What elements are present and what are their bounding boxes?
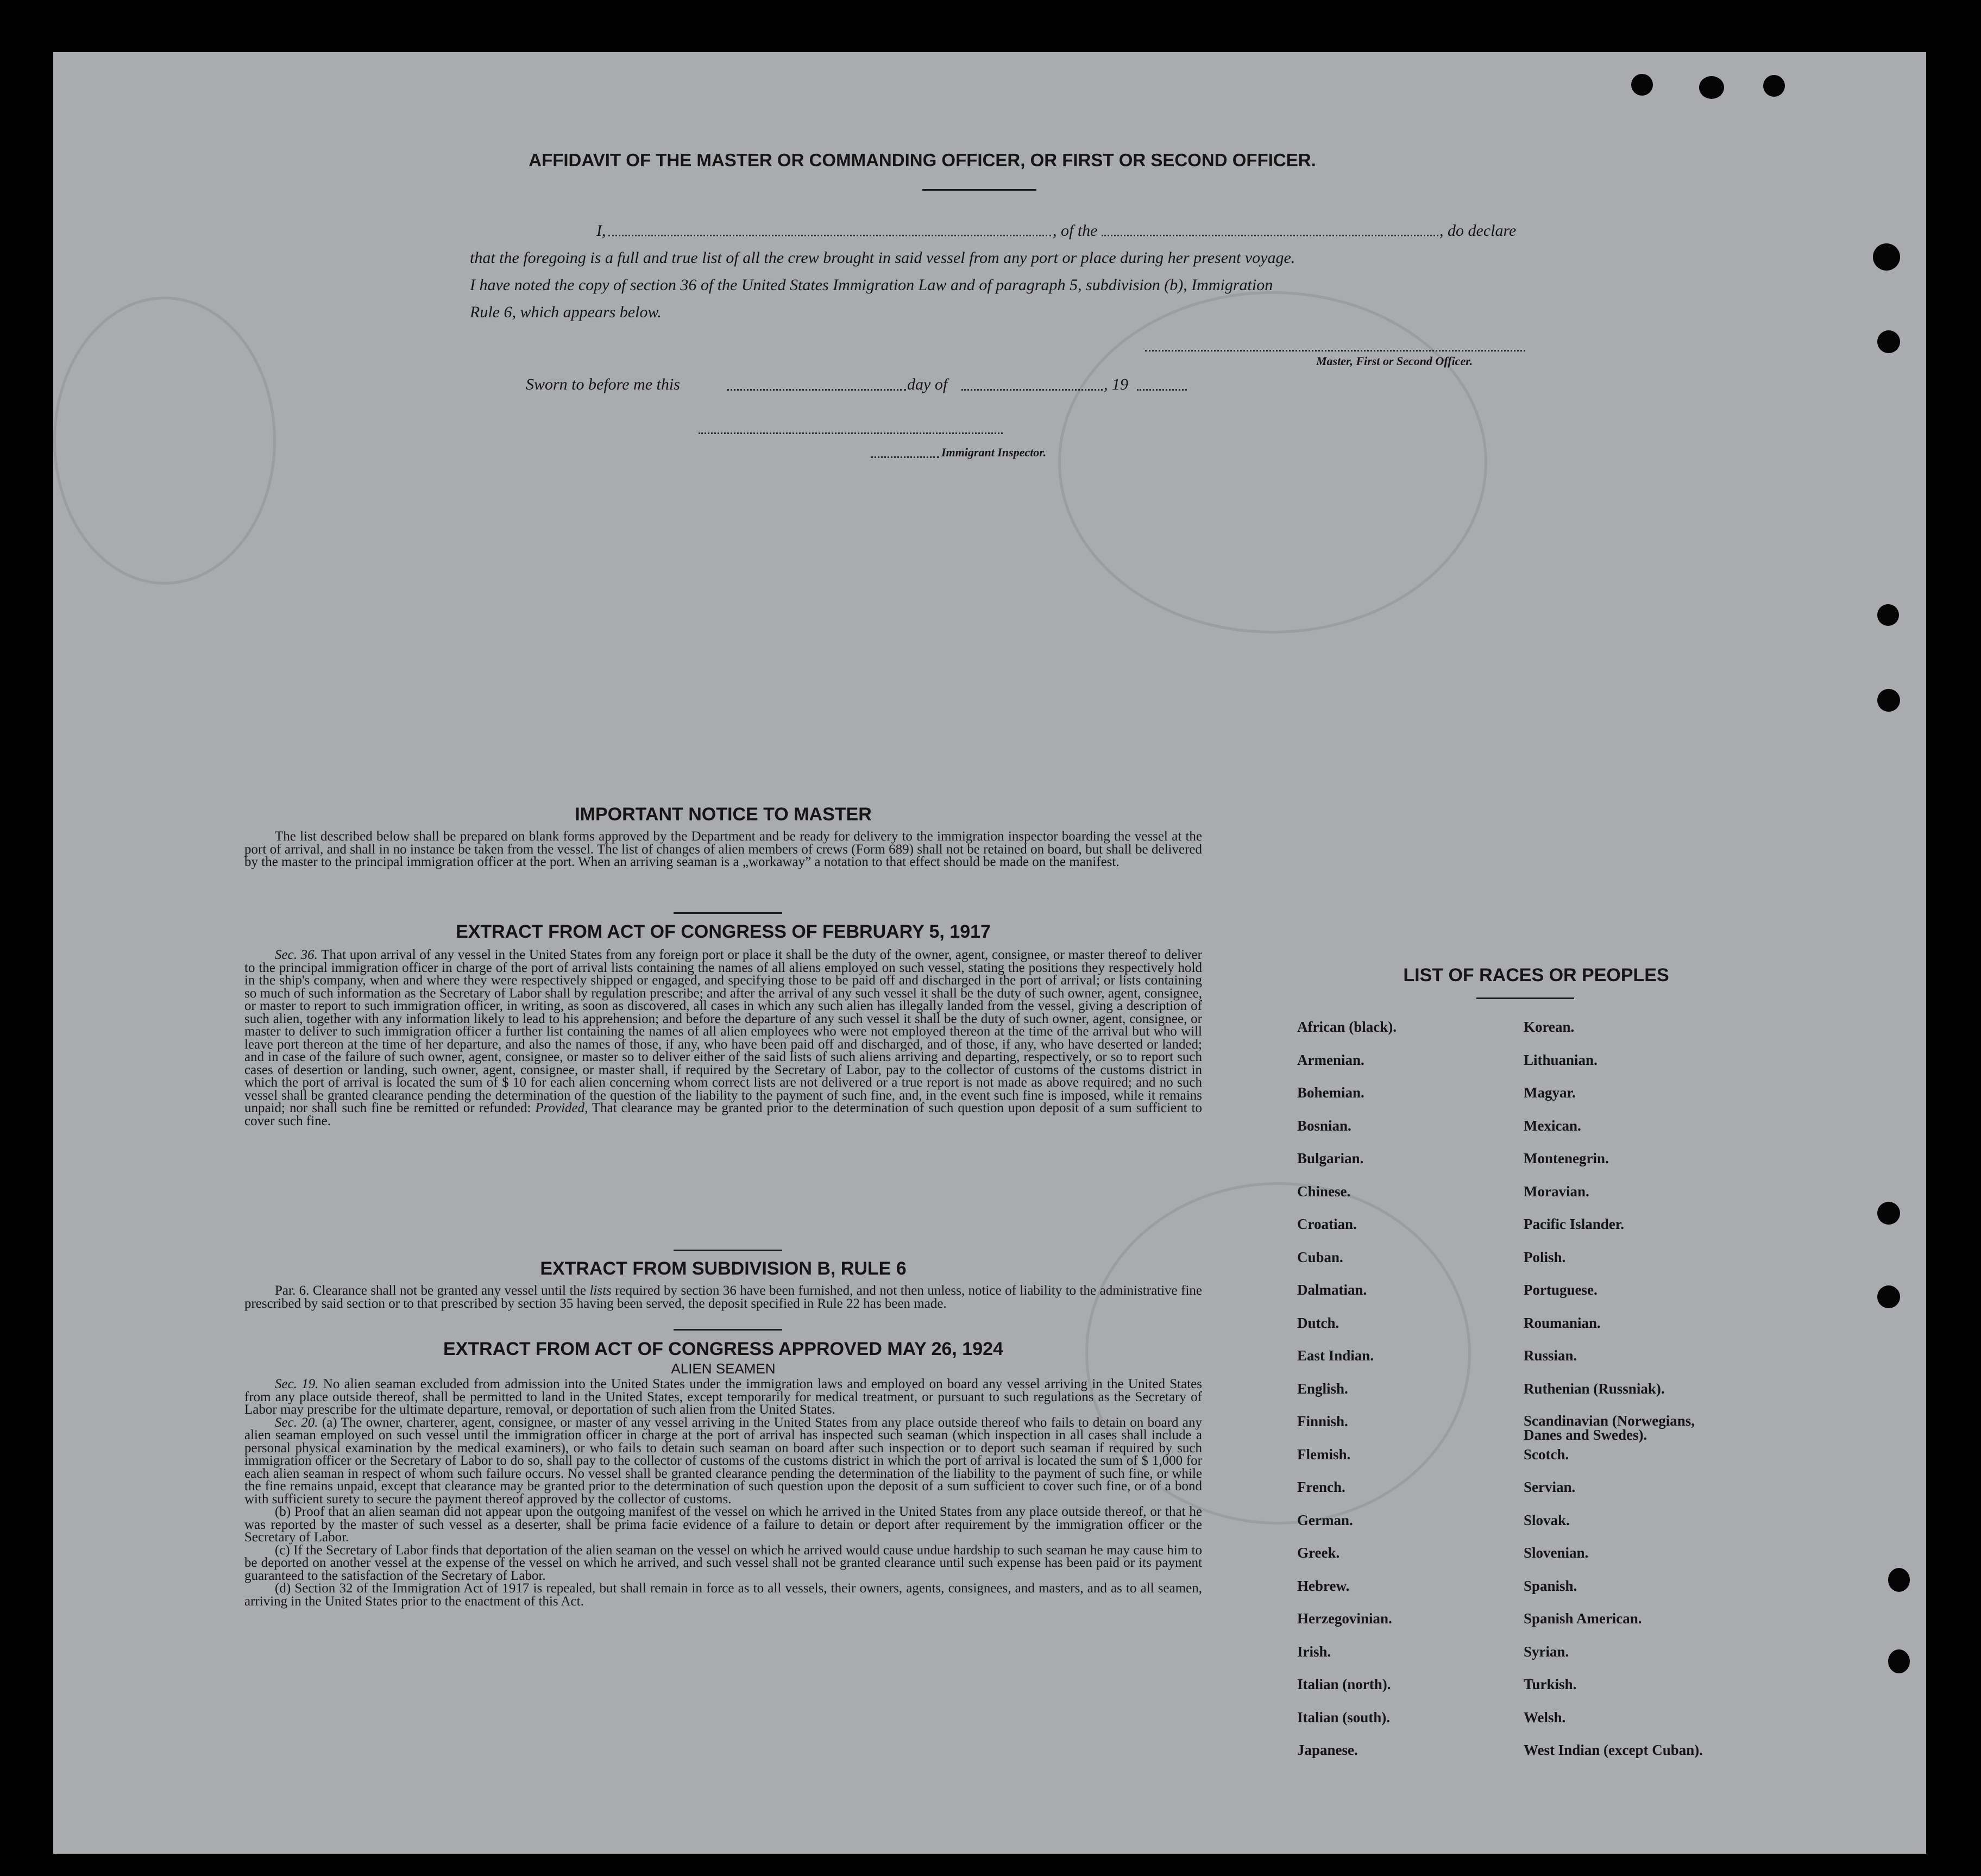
race-item: Bulgarian.	[1297, 1150, 1364, 1166]
race-item: Finnish.	[1297, 1413, 1348, 1429]
affidavit-declare-label: , do declare	[1439, 222, 1517, 240]
races-title: LIST OF RACES OR PEOPLES	[1403, 965, 1669, 986]
race-item: Armenian.	[1297, 1051, 1364, 1068]
punch-hole-icon	[1888, 1649, 1910, 1673]
race-item: Mexican.	[1524, 1117, 1581, 1134]
race-item: Herzegovinian.	[1297, 1610, 1392, 1627]
notice-body: The list described below shall be prepared on blank forms approved by the Department and be ready for delivery to the immigration inspector boarding the vessel at the port of arrival, and shall in no instance be taken from the vessel. The list of changes of alien members of crews (Form 689) shall not be retained on board, but shall be delivered by the master to the principal immigration officer at the port. When an arriving seaman is a „workaway” a notation to that effect should be made on the manifest.	[244, 829, 1202, 869]
punch-hole-icon	[1888, 1568, 1910, 1592]
race-item: French.	[1297, 1479, 1345, 1495]
punch-hole-icon	[1873, 243, 1900, 271]
race-item: Lithuanian.	[1524, 1051, 1598, 1068]
affidavit-line-4: Rule 6, which appears below.	[470, 303, 662, 321]
race-item: Korean.	[1524, 1019, 1575, 1035]
race-item: Slovenian.	[1524, 1545, 1589, 1561]
year-prefix-label: , 19	[1104, 375, 1128, 393]
provided-text: That clearance may be granted prior to the determination of such question upon deposit of a sum sufficient to cover such fine.	[244, 1101, 1202, 1128]
race-item: Magyar.	[1524, 1084, 1576, 1101]
race-item: Syrian.	[1524, 1643, 1569, 1660]
extract-1924-title: EXTRACT FROM ACT OF CONGRESS APPROVED MAY 26, 1924	[443, 1339, 1003, 1359]
punch-hole-icon	[1631, 74, 1653, 96]
race-item: Turkish.	[1524, 1676, 1577, 1692]
punch-hole-icon	[1763, 75, 1785, 97]
affidavit-of-the-label: , of the	[1053, 222, 1098, 240]
races-right-list	[1524, 1019, 1741, 1775]
day-of-label: day of	[907, 375, 948, 393]
notice-divider	[674, 912, 782, 914]
sec-20-label: Sec. 20.	[275, 1415, 318, 1430]
day-blank	[727, 389, 906, 391]
punch-hole-icon	[1877, 689, 1900, 712]
race-item: African (black).	[1297, 1019, 1397, 1035]
race-item: Scotch.	[1524, 1446, 1569, 1463]
sec-19-text: No alien seaman excluded from admission into the United States under the immigration laws and employed on board any vessel arriving in the United States from any place outside thereof, shall be permitted to land in the United States, except temporarily for medical treatment, or pursuant to such regulations as the Secretary of Labor may prescribe for the ultimate departure, removal, or deportation of such alien from the United States.	[244, 1377, 1202, 1417]
race-item: Chinese.	[1297, 1183, 1351, 1200]
inspector-signature-blank	[699, 432, 1003, 434]
sec-20d-paragraph: (d) Section 32 of the Immigration Act of 1917 is repealed, but shall remain in force as to all vessels, their owners, agents, consignees, and masters, and as to all seamen, arriving in the United States prior to the enactment of this Act.	[244, 1581, 1202, 1609]
extract-rule6-title: EXTRACT FROM SUBDIVISION B, RULE 6	[540, 1258, 907, 1279]
race-item: Bosnian.	[1297, 1117, 1351, 1134]
month-blank	[961, 389, 1103, 391]
sec-19-paragraph	[244, 1378, 1202, 1416]
race-item: Irish.	[1297, 1643, 1331, 1660]
inspector-label: Immigrant Inspector.	[941, 446, 1047, 459]
rule6-lists-word: lists	[589, 1283, 612, 1298]
extract-1924-body	[244, 1378, 1202, 1608]
signature-blank	[1145, 350, 1525, 352]
rule6-text-start: Par. 6. Clearance shall not be granted any vessel until the	[275, 1283, 586, 1298]
punch-hole-icon	[1877, 604, 1899, 626]
inspector-dots	[871, 456, 939, 458]
race-item: Polish.	[1524, 1248, 1566, 1265]
sec-36-label: Sec. 36.	[275, 948, 318, 962]
race-item: Pacific Islander.	[1524, 1216, 1624, 1232]
race-item: Montenegrin.	[1524, 1150, 1609, 1166]
race-item: Roumanian.	[1524, 1314, 1601, 1331]
sec-20b-paragraph: (b) Proof that an alien seaman did not appear upon the outgoing manifest of the vessel on which he arrived in the United States from any place outside thereof, or that he was reported by the master of such vessel as a deserter, shall be prima facie evidence of a failure to detain or deport after requirement by the immigration officer or the Secretary of Labor.	[244, 1504, 1202, 1545]
affidavit-i-label: I,	[596, 222, 606, 240]
punch-hole-icon	[1877, 330, 1900, 353]
extract-1917-divider	[674, 1250, 782, 1251]
sec-20a-text: (a) The owner, charterer, agent, consignee, or master of any vessel arriving in the United States from any place outside thereof who fails to detain on board any alien seaman employed on such vessel until the immigration officer in charge at the port of arrival has inspected such seaman (which inspection in all cases shall include a personal physical examination by the medical examiners), or who fails to detain such seaman on board after such inspection or to deport such seaman if required by such immigration officer or the Secretary of Labor to do so, shall pay to the collector of customs of the customs district in which the port of arrival is located the sum of $ 1,000 for each alien seaman in respect of whom such failure occurs. No vessel shall be granted clearance pending the determination of the liability to the payment of such fine, or while the fine remains unpaid, except that clearance may be granted prior to the determination of such question upon the deposit of a sum sufficient to cover such fine, or of a bond with sufficient surety to secure the payment thereof approved by the collector of customs.	[244, 1415, 1202, 1507]
race-item: Greek.	[1297, 1545, 1340, 1561]
sec-36-text: That upon arrival of any vessel in the United States from any foreign port or place it shall be the duty of the owner, agent, consignee, or master thereof to deliver to the principal immigration officer in charge of the port of arrival lists containing the names of all aliens employed on such vessel, stating the positions they respectively hold in the ship's company, when and where they were respectively shipped or engaged, and specifying those to be paid off and discharged in the port of arrival; or lists containing so much of such information as the Secretary of Labor shall by regulation prescribe; and after the arrival of any such vessel it shall be the duty of such owner, agent, consignee, or master to report to such immigration officer, in writing, as soon as discovered, all cases in which any such alien has illegally landed from the vessel, giving a description of such alien, together with any information likely to lead to his apprehension; and before the departure of any such vessel it shall be the duty of such owner, agent, consignee, or master to deliver to such immigration officer a further list containing the names of all alien employees who were not employed thereon at the time of the arrival but who will leave port thereon at the time of her departure, and also the names of those, if any, who have been paid off and discharged, and of those, if any, who have deserted or landed; and in case of the failure of such owner, agent, consignee, or master so to deliver either of the said lists of such aliens arriving and departing, respectively, or so to report such cases of desertion or landing, such owner, agent, consignee, or master shall, if required by the Secretary of Labor, pay to the collector of customs of the customs district in which the port of arrival is located the sum of $ 10 for each alien concerning whom correct lists are not delivered or a true report is not made as above required; and no such vessel shall be granted clearance pending the determination of the question of the liability to the payment of such fine, and, in the event such fine is imposed, while it remains unpaid; nor shall such fine be remitted or refunded:	[244, 948, 1202, 1115]
races-left-list	[1297, 1019, 1514, 1775]
stamp-mark-left	[53, 297, 276, 585]
year-blank	[1137, 389, 1187, 391]
affidavit-title: AFFIDAVIT OF THE MASTER OR COMMANDING OFFICER, OR FIRST OR SECOND OFFICER.	[529, 150, 1316, 170]
stamp-mark-top	[1058, 291, 1487, 633]
race-item: Japanese.	[1297, 1742, 1358, 1758]
race-item: East Indian.	[1297, 1347, 1374, 1364]
race-item: Russian.	[1524, 1347, 1577, 1364]
race-item: Welsh.	[1524, 1709, 1566, 1726]
race-item: Spanish American.	[1524, 1610, 1642, 1627]
race-item: Cuban.	[1297, 1248, 1343, 1265]
punch-hole-icon	[1699, 76, 1724, 99]
extract-rule6-body	[244, 1284, 1202, 1310]
affidavit-line-3: I have noted the copy of section 36 of the United States Immigration Law and of paragraph 5, subdivision (b), Immigration	[470, 276, 1273, 294]
sec-20c-paragraph: (c) If the Secretary of Labor finds that deportation of the alien seaman on the vessel on which he arrived would cause undue hardship to such seaman he may cause him to be deported on another vessel at the expense of the vessel on which he arrived, and such vessel shall not be granted clearance until such expense has been paid or its payment guaranteed to the satisfaction of the Secretary of Labor.	[244, 1542, 1202, 1583]
race-item: Moravian.	[1524, 1183, 1589, 1200]
extract-1924-subtitle: ALIEN SEAMEN	[671, 1360, 776, 1377]
race-item: Bohemian.	[1297, 1084, 1364, 1101]
rule6-text-end: required by section 36 have been furnished, and not then unless, notice of liability to the administrative fine prescribed by said section or to that prescribed by section 35 having been served, the deposit specified in Rule 22 has been made.	[244, 1283, 1203, 1311]
punch-hole-icon	[1877, 1285, 1900, 1308]
race-item: English.	[1297, 1380, 1348, 1397]
race-item: Portuguese.	[1524, 1282, 1598, 1298]
race-item: Italian (south).	[1297, 1709, 1391, 1726]
race-item: Spanish.	[1524, 1577, 1577, 1594]
race-item: German.	[1297, 1511, 1353, 1528]
race-item: Croatian.	[1297, 1216, 1357, 1232]
name-blank	[608, 235, 1051, 236]
race-item: Hebrew.	[1297, 1577, 1350, 1594]
affidavit-line-2: that the foregoing is a full and true list of all the crew brought in said vessel from any port or place during her present voyage.	[470, 249, 1295, 267]
race-item: Dalmatian.	[1297, 1282, 1367, 1298]
provided-label: Provided,	[535, 1101, 588, 1115]
document-sheet	[53, 52, 1926, 1854]
race-item: Slovak.	[1524, 1511, 1570, 1528]
race-item: West Indian (except Cuban).	[1524, 1742, 1703, 1758]
race-item: Flemish.	[1297, 1446, 1351, 1463]
vessel-blank	[1102, 235, 1438, 236]
sec-20a-paragraph	[244, 1416, 1202, 1506]
race-item: Servian.	[1524, 1479, 1576, 1495]
extract-1917-title: EXTRACT FROM ACT OF CONGRESS OF FEBRUARY 5, 1917	[456, 921, 991, 942]
sec-19-label: Sec. 19.	[275, 1377, 319, 1391]
extract-rule6-divider	[674, 1329, 782, 1331]
punch-hole-icon	[1877, 1202, 1900, 1225]
sworn-label: Sworn to before me this	[526, 375, 680, 393]
title-divider	[922, 189, 1036, 191]
signature-label: Master, First or Second Officer.	[1316, 354, 1473, 368]
race-item: Scandinavian (Norwegians, Danes and Swedes).	[1524, 1413, 1695, 1443]
extract-1917-body	[244, 949, 1202, 1127]
race-item: Italian (north).	[1297, 1676, 1391, 1692]
races-divider	[1476, 997, 1574, 999]
race-item: Dutch.	[1297, 1314, 1339, 1331]
notice-title: IMPORTANT NOTICE TO MASTER	[575, 804, 872, 825]
race-item: Ruthenian (Russniak).	[1524, 1380, 1665, 1397]
